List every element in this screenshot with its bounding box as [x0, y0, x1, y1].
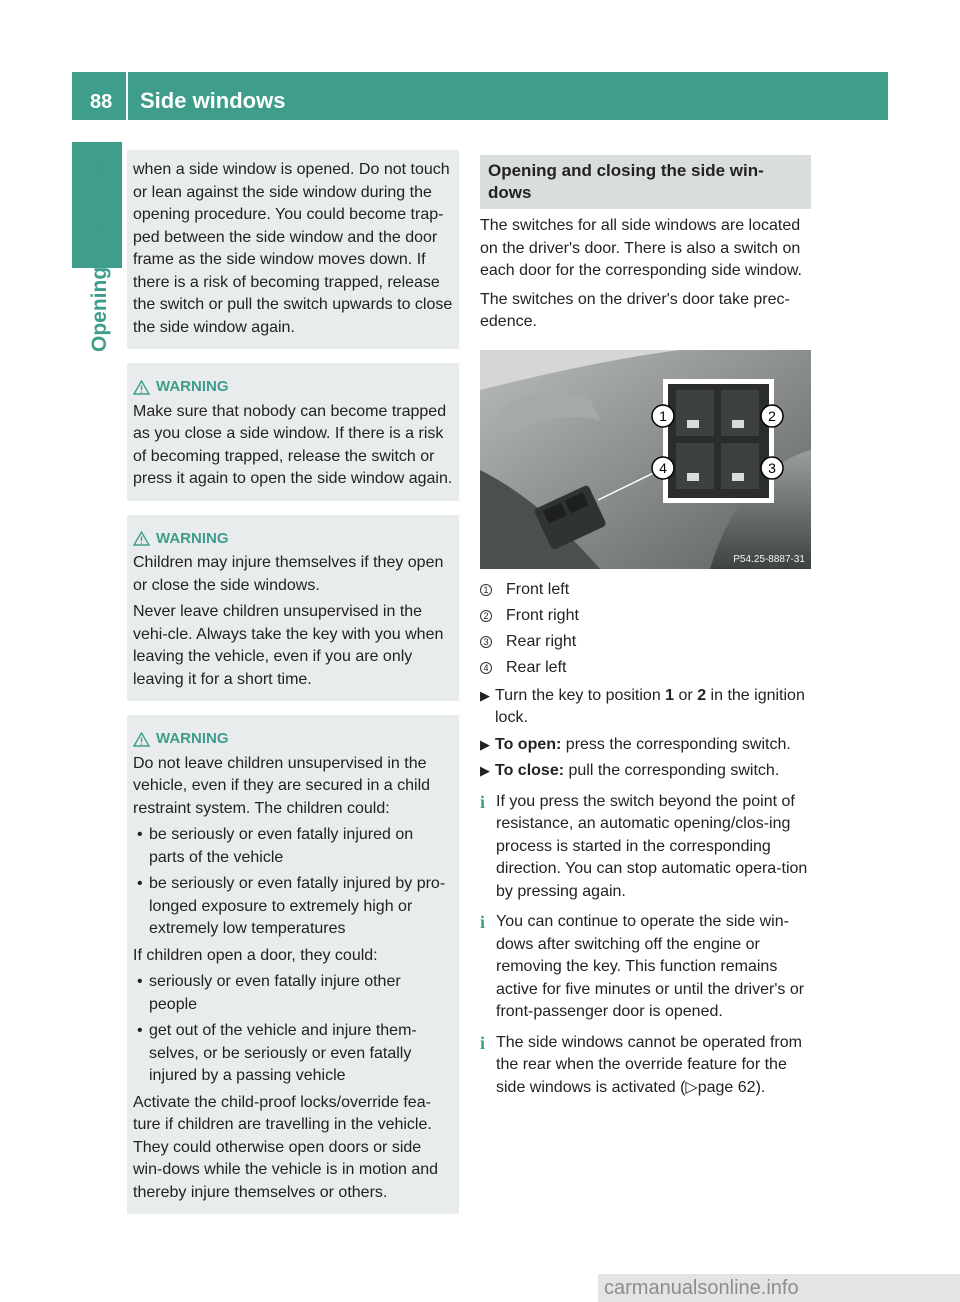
- bullet-text: seriously or even fatally injure other people: [149, 973, 401, 1013]
- header-divider: [126, 72, 128, 120]
- side-chapter-label: Opening and closing: [88, 144, 111, 352]
- info-icon: i: [480, 791, 486, 812]
- step-text: Turn the key to position: [495, 686, 666, 704]
- figure-code: P54.25-8887-31: [733, 553, 805, 565]
- callout-1: [652, 405, 674, 427]
- info-icon: i: [480, 912, 486, 932]
- warning-triangle-icon: [133, 380, 150, 395]
- bullet-item: [133, 824, 453, 869]
- step-text: in the ignition lock.: [495, 686, 805, 726]
- warning-box-trapped: [127, 363, 459, 501]
- intro-para2: The switches on the driver's door take prec-edence.: [480, 290, 790, 330]
- info-note: [480, 791, 814, 904]
- step-text: pull the corresponding switch.: [564, 762, 780, 779]
- bullet-text: get out of the vehicle and injure them-selves, or be seriously or even fatally injured by a passing vehicle: [149, 1022, 417, 1084]
- continued-warning-box: [127, 150, 459, 349]
- legend-item: [480, 603, 814, 629]
- legend-number: 3: [480, 636, 492, 648]
- warning-trapped-text: Make sure that nobody can become trapped as you close a side window. If there is a risk of becoming trapped, release the switch or press it again to open the side window again.: [133, 402, 453, 487]
- warning-triangle-icon: [133, 531, 150, 546]
- intro-text: [480, 215, 814, 334]
- callout-2-label: 2: [768, 407, 776, 424]
- bullet-dot: •: [137, 973, 143, 990]
- info-text: The side windows cannot be operated from the rear when the override feature for the side windows is activated (: [496, 1033, 802, 1096]
- callout-4: [652, 457, 674, 479]
- warning-unsupervised-intro: Do not leave children unsupervised in the vehicle, even if they are secured in a child restraint system. The children could:: [133, 754, 431, 817]
- warning-unsupervised-mid: If children open a door, they could:: [133, 946, 378, 964]
- side-chapter-tab: [88, 144, 126, 372]
- info-icon: i: [480, 1032, 486, 1053]
- warning-heading-label: WARNING: [156, 378, 229, 395]
- step-bold: To open:: [495, 735, 562, 753]
- step-bold: 2: [697, 686, 707, 704]
- bullet-text: be seriously or even fatally injured by pro-longed exposure to extremely high or extremely low temperatures: [149, 875, 446, 937]
- warning-unsupervised-closing: Activate the child-proof locks/override fea-ture if children are travelling in the vehicle. They could otherwise open doors or side win-dows while the vehicle is in motion and thereby injure themselves or others.: [133, 1093, 439, 1201]
- bullet-dot: •: [137, 1022, 143, 1039]
- right-column: [480, 155, 814, 1099]
- step-arrow-icon: ▶: [480, 687, 490, 703]
- legend-item: [480, 629, 814, 655]
- left-column: [127, 150, 459, 1214]
- step-arrow-icon: ▶: [480, 736, 490, 752]
- callout-1-label: 1: [659, 407, 667, 424]
- callout-4-label: 4: [659, 459, 667, 476]
- step-text: press the corresponding switch.: [561, 735, 791, 753]
- step-open: [480, 734, 814, 757]
- step-close: [480, 760, 814, 783]
- door-panel-illustration: [480, 350, 811, 569]
- legend-label: Front left: [506, 580, 570, 598]
- bullet-item: [133, 971, 453, 1016]
- legend-item: [480, 577, 814, 603]
- step-bold: 1: [665, 686, 675, 704]
- window-switch-figure: [480, 350, 811, 569]
- page-ref-arrow-icon: ▷: [685, 1078, 698, 1096]
- step-arrow-icon: ▶: [480, 763, 490, 778]
- warning-heading: [133, 728, 453, 751]
- legend-label: Front right: [506, 606, 579, 624]
- warning-heading: [133, 376, 453, 399]
- callout-2: [761, 405, 783, 427]
- bullet-dot: •: [137, 826, 143, 843]
- warning-triangle-icon: [133, 732, 150, 747]
- bullet-text: be seriously or even fatally injured on parts of the vehicle: [149, 826, 414, 866]
- warning-children-para2: Never leave children unsupervised in the vehi-cle. Always take the key with you when leaving the vehicle, even if you are only leaving it for a short time.: [133, 603, 444, 688]
- step-text: or: [674, 686, 698, 704]
- subsection-heading: Opening and closing the side win-dows: [480, 155, 811, 209]
- warning-children-para1: Children may injure themselves if they open or close the side windows.: [133, 554, 444, 594]
- watermark: carmanualsonline.info: [598, 1274, 960, 1302]
- legend-number: 2: [480, 610, 492, 622]
- info-note: [480, 911, 814, 1024]
- warning-box-unsupervised: [127, 715, 459, 1214]
- legend-label: Rear left: [506, 658, 567, 676]
- warning-heading-label: WARNING: [156, 529, 229, 547]
- legend: [480, 577, 814, 681]
- callout-3-label: 3: [768, 459, 776, 476]
- intro-para1: The switches for all side windows are located on the driver's door. There is also a switch on each door for the corresponding side window.: [480, 217, 802, 279]
- info-text: If you press the switch beyond the point of resistance, an automatic opening/clos-ing process is started in the corresponding direction. You can stop automatic opera-tion by pressing again.: [496, 792, 808, 900]
- bullet-item: [133, 873, 453, 941]
- page-reference-link[interactable]: page 62).: [697, 1078, 766, 1096]
- callout-3: [761, 457, 783, 479]
- warning-heading-label: WARNING: [156, 730, 229, 747]
- continued-warning-text: when a side window is opened. Do not touch or lean against the side window during the opening procedure. You could become trap-ped between the side window and the door frame as the side window moves down. If there is a risk of becoming trapped, release the switch or pull the switch upwards to close the side window again.: [133, 161, 453, 336]
- legend-item: [480, 655, 814, 681]
- step-ignition: [480, 685, 814, 730]
- bullet-dot: •: [137, 875, 143, 892]
- info-text: You can continue to operate the side win-dows after switching off the engine or removing the key. This function remains active for five minutes or until the driver's or front-passenger door is opened.: [496, 913, 805, 1020]
- section-title: Side windows: [140, 88, 286, 113]
- page-number: 88: [90, 91, 113, 113]
- legend-number: 1: [480, 584, 492, 596]
- step-bold: To close:: [495, 762, 565, 779]
- warning-heading: [133, 528, 453, 551]
- legend-label: Rear right: [506, 632, 577, 650]
- warning-box-children-windows: [127, 515, 459, 702]
- bullet-item: [133, 1020, 453, 1088]
- info-note: [480, 1032, 814, 1100]
- legend-number: 4: [480, 662, 492, 674]
